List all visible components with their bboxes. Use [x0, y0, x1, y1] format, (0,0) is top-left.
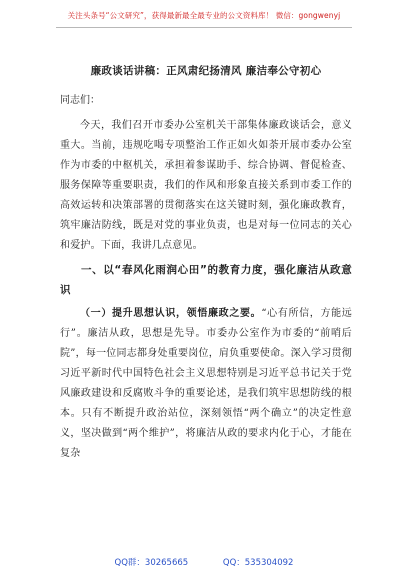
subsection-one-heading: （一）提升思想认识，领悟廉政之要。 — [80, 308, 262, 319]
subsection-one-paragraph — [60, 304, 352, 464]
subsection-one-body: “心有所信，方能远行”。廉洁从政，思想是先导。市委办公室作为市委的“前哨后院”，每一位同志都身处重要岗位，肩负重要使命。深入学习贯彻习近平新时代中国特色社会主义思想特别是习近平总书记关于党风廉政建设和反腐败斗争的重要论述，是我们筑牢思想防线的根本。只有不断提升政治站位，深刻领悟“两个确立”的决定性意义，坚决做到“两个维护”，将廉洁从政的要求内化于心，才能在复杂 — [60, 308, 352, 459]
header-divider — [56, 27, 352, 28]
document-body — [60, 64, 352, 464]
intro-paragraph: 今天，我们召开市委办公室机关干部集体廉政谈话会，意义重大。当前，违规吃喝专项整治工作正如火如荼开展市委办公室作为市委的中枢机关，承担着参谋助手、综合协调、督促检查、服务保障等重要职责，我们的作风和形象直接关系到市委工作的高效运转和决策部署的贯彻落实在这关键时刻，强化廉政教育，筑牢廉洁防线，既是对党的事业负责，也是对每一位同志的关心和爱护。下面，我讲几点意见。 — [60, 120, 352, 251]
footer-qq-group: QQ群：30265665 — [114, 558, 189, 568]
footer-contact — [0, 556, 408, 568]
footer-qq-number: QQ：535304092 — [222, 558, 294, 568]
salutation: 同志们： — [60, 95, 100, 106]
section-one-heading: 一、以“春风化雨润心田”的教育力度，强化廉洁从政意识 — [60, 264, 352, 296]
top-promo-banner: 关注头条号“公文研究”，获得最新最全最专业的公文资料库！ 微信：gongwenyj — [67, 11, 341, 20]
document-title: 廉政谈话讲稿：正风肃纪扬清风 廉洁奉公守初心 — [90, 65, 322, 77]
